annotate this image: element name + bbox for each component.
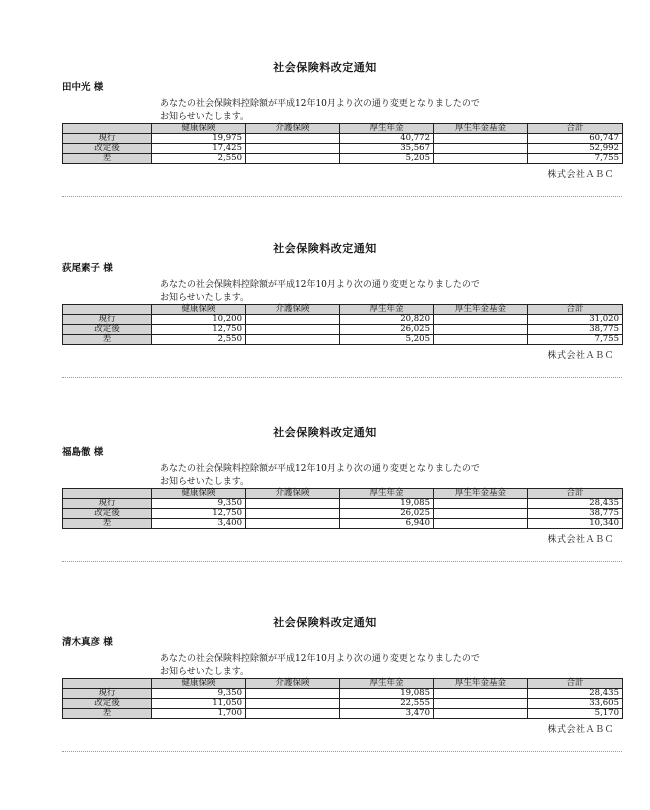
table-row — [63, 709, 623, 719]
cell-care — [246, 499, 340, 509]
table-row — [63, 689, 623, 699]
cell-care — [246, 509, 340, 519]
notice-fukushima — [0, 424, 650, 574]
header-care-insurance: 介護保険 — [246, 489, 340, 499]
message-line-2: お知らせいたします。 — [160, 111, 250, 122]
message-line-2: お知らせいたします。 — [160, 476, 250, 487]
premium-table — [62, 123, 623, 164]
table-row — [63, 509, 623, 519]
recipient-name: 清木真彦 様 — [62, 637, 113, 648]
cell-pension: 35,567 — [340, 144, 434, 154]
cell-care — [246, 335, 340, 345]
dotted-separator — [62, 561, 622, 562]
cell-health: 17,425 — [152, 144, 246, 154]
header-corner — [63, 489, 152, 499]
cell-total: 28,435 — [528, 689, 623, 699]
cell-health: 2,550 — [152, 154, 246, 164]
cell-pension: 5,205 — [340, 154, 434, 164]
cell-pension: 19,085 — [340, 499, 434, 509]
cell-pension: 26,025 — [340, 509, 434, 519]
cell-health: 10,200 — [152, 315, 246, 325]
cell-care — [246, 134, 340, 144]
cell-health: 12,750 — [152, 325, 246, 335]
header-corner — [63, 305, 152, 315]
row-label: 現行 — [63, 134, 152, 144]
cell-care — [246, 154, 340, 164]
table-row — [63, 335, 623, 345]
cell-total: 5,170 — [528, 709, 623, 719]
table-header-row — [63, 679, 623, 689]
cell-fund — [434, 335, 528, 345]
notice-title: 社会保険料改定通知 — [273, 426, 377, 439]
dotted-separator — [62, 196, 622, 197]
cell-care — [246, 325, 340, 335]
company-name: 株式会社ＡＢＣ — [547, 725, 614, 735]
message-line-2: お知らせいたします。 — [160, 666, 250, 677]
table-row — [63, 499, 623, 509]
cell-pension: 26,025 — [340, 325, 434, 335]
header-pension-fund: 厚生年金基金 — [434, 679, 528, 689]
notice-shimizu — [0, 614, 650, 764]
cell-total: 38,775 — [528, 509, 623, 519]
row-label: 現行 — [63, 689, 152, 699]
header-pension-fund: 厚生年金基金 — [434, 305, 528, 315]
cell-health: 9,350 — [152, 689, 246, 699]
header-care-insurance: 介護保険 — [246, 679, 340, 689]
cell-total: 7,755 — [528, 335, 623, 345]
cell-health: 9,350 — [152, 499, 246, 509]
dotted-separator — [62, 377, 622, 378]
cell-pension: 3,470 — [340, 709, 434, 719]
message-line-1: あなたの社会保険料控除額が平成12年10月より次の通り変更となりましたので — [160, 280, 480, 290]
header-welfare-pension: 厚生年金 — [340, 489, 434, 499]
row-label: 改定後 — [63, 509, 152, 519]
premium-table — [62, 488, 623, 529]
header-total: 合計 — [528, 679, 623, 689]
cell-fund — [434, 709, 528, 719]
cell-fund — [434, 315, 528, 325]
header-care-insurance: 介護保険 — [246, 305, 340, 315]
table-row — [63, 144, 623, 154]
cell-care — [246, 519, 340, 529]
cell-health: 11,050 — [152, 699, 246, 709]
header-health-insurance: 健康保険 — [152, 124, 246, 134]
premium-table — [62, 678, 623, 719]
cell-fund — [434, 154, 528, 164]
notice-message — [160, 98, 480, 123]
table-header-row — [63, 489, 623, 499]
table-row — [63, 699, 623, 709]
cell-care — [246, 315, 340, 325]
notice-title: 社会保険料改定通知 — [273, 61, 377, 74]
header-corner — [63, 679, 152, 689]
company-name: 株式会社ＡＢＣ — [547, 170, 614, 180]
cell-health: 12,750 — [152, 509, 246, 519]
cell-pension: 22,555 — [340, 699, 434, 709]
cell-fund — [434, 699, 528, 709]
notice-message — [160, 653, 480, 678]
header-health-insurance: 健康保険 — [152, 305, 246, 315]
message-line-1: あなたの社会保険料控除額が平成12年10月より次の通り変更となりましたので — [160, 464, 480, 474]
header-total: 合計 — [528, 489, 623, 499]
row-label: 差 — [63, 335, 152, 345]
cell-fund — [434, 499, 528, 509]
cell-pension: 40,772 — [340, 134, 434, 144]
table-row — [63, 325, 623, 335]
header-pension-fund: 厚生年金基金 — [434, 124, 528, 134]
cell-total: 38,775 — [528, 325, 623, 335]
cell-total: 33,605 — [528, 699, 623, 709]
row-label: 改定後 — [63, 699, 152, 709]
dotted-separator — [62, 751, 622, 752]
cell-health: 1,700 — [152, 709, 246, 719]
recipient-name: 福島徹 様 — [62, 447, 104, 458]
row-label: 差 — [63, 709, 152, 719]
header-health-insurance: 健康保険 — [152, 489, 246, 499]
header-welfare-pension: 厚生年金 — [340, 305, 434, 315]
row-label: 現行 — [63, 315, 152, 325]
header-pension-fund: 厚生年金基金 — [434, 489, 528, 499]
cell-fund — [434, 134, 528, 144]
cell-care — [246, 699, 340, 709]
cell-fund — [434, 144, 528, 154]
cell-total: 60,747 — [528, 134, 623, 144]
cell-total: 31,020 — [528, 315, 623, 325]
recipient-name: 田中光 様 — [62, 82, 104, 93]
table-row — [63, 154, 623, 164]
notice-ogio — [0, 240, 650, 390]
cell-total: 7,755 — [528, 154, 623, 164]
cell-pension: 6,940 — [340, 519, 434, 529]
table-row — [63, 134, 623, 144]
row-label: 差 — [63, 519, 152, 529]
header-total: 合計 — [528, 305, 623, 315]
row-label: 改定後 — [63, 325, 152, 335]
message-line-2: お知らせいたします。 — [160, 292, 250, 303]
cell-fund — [434, 519, 528, 529]
row-label: 改定後 — [63, 144, 152, 154]
cell-care — [246, 709, 340, 719]
cell-total: 28,435 — [528, 499, 623, 509]
header-health-insurance: 健康保険 — [152, 679, 246, 689]
company-name: 株式会社ＡＢＣ — [547, 535, 614, 545]
header-care-insurance: 介護保険 — [246, 124, 340, 134]
cell-fund — [434, 509, 528, 519]
cell-total: 10,340 — [528, 519, 623, 529]
cell-health: 2,550 — [152, 335, 246, 345]
cell-pension: 20,820 — [340, 315, 434, 325]
header-total: 合計 — [528, 124, 623, 134]
table-header-row — [63, 305, 623, 315]
cell-care — [246, 144, 340, 154]
header-welfare-pension: 厚生年金 — [340, 679, 434, 689]
notice-title: 社会保険料改定通知 — [273, 616, 377, 629]
row-label: 現行 — [63, 499, 152, 509]
notice-message — [160, 463, 480, 488]
cell-pension: 5,205 — [340, 335, 434, 345]
table-row — [63, 519, 623, 529]
notice-title: 社会保険料改定通知 — [273, 242, 377, 255]
cell-care — [246, 689, 340, 699]
notice-tanaka — [0, 59, 650, 209]
company-name: 株式会社ＡＢＣ — [547, 351, 614, 361]
cell-pension: 19,085 — [340, 689, 434, 699]
cell-fund — [434, 689, 528, 699]
header-welfare-pension: 厚生年金 — [340, 124, 434, 134]
recipient-name: 荻尾素子 様 — [62, 263, 113, 274]
cell-health: 3,400 — [152, 519, 246, 529]
premium-table — [62, 304, 623, 345]
table-row — [63, 315, 623, 325]
row-label: 差 — [63, 154, 152, 164]
table-header-row — [63, 124, 623, 134]
cell-total: 52,992 — [528, 144, 623, 154]
header-corner — [63, 124, 152, 134]
notice-message — [160, 279, 480, 304]
cell-fund — [434, 325, 528, 335]
cell-health: 19,975 — [152, 134, 246, 144]
message-line-1: あなたの社会保険料控除額が平成12年10月より次の通り変更となりましたので — [160, 99, 480, 109]
message-line-1: あなたの社会保険料控除額が平成12年10月より次の通り変更となりましたので — [160, 654, 480, 664]
